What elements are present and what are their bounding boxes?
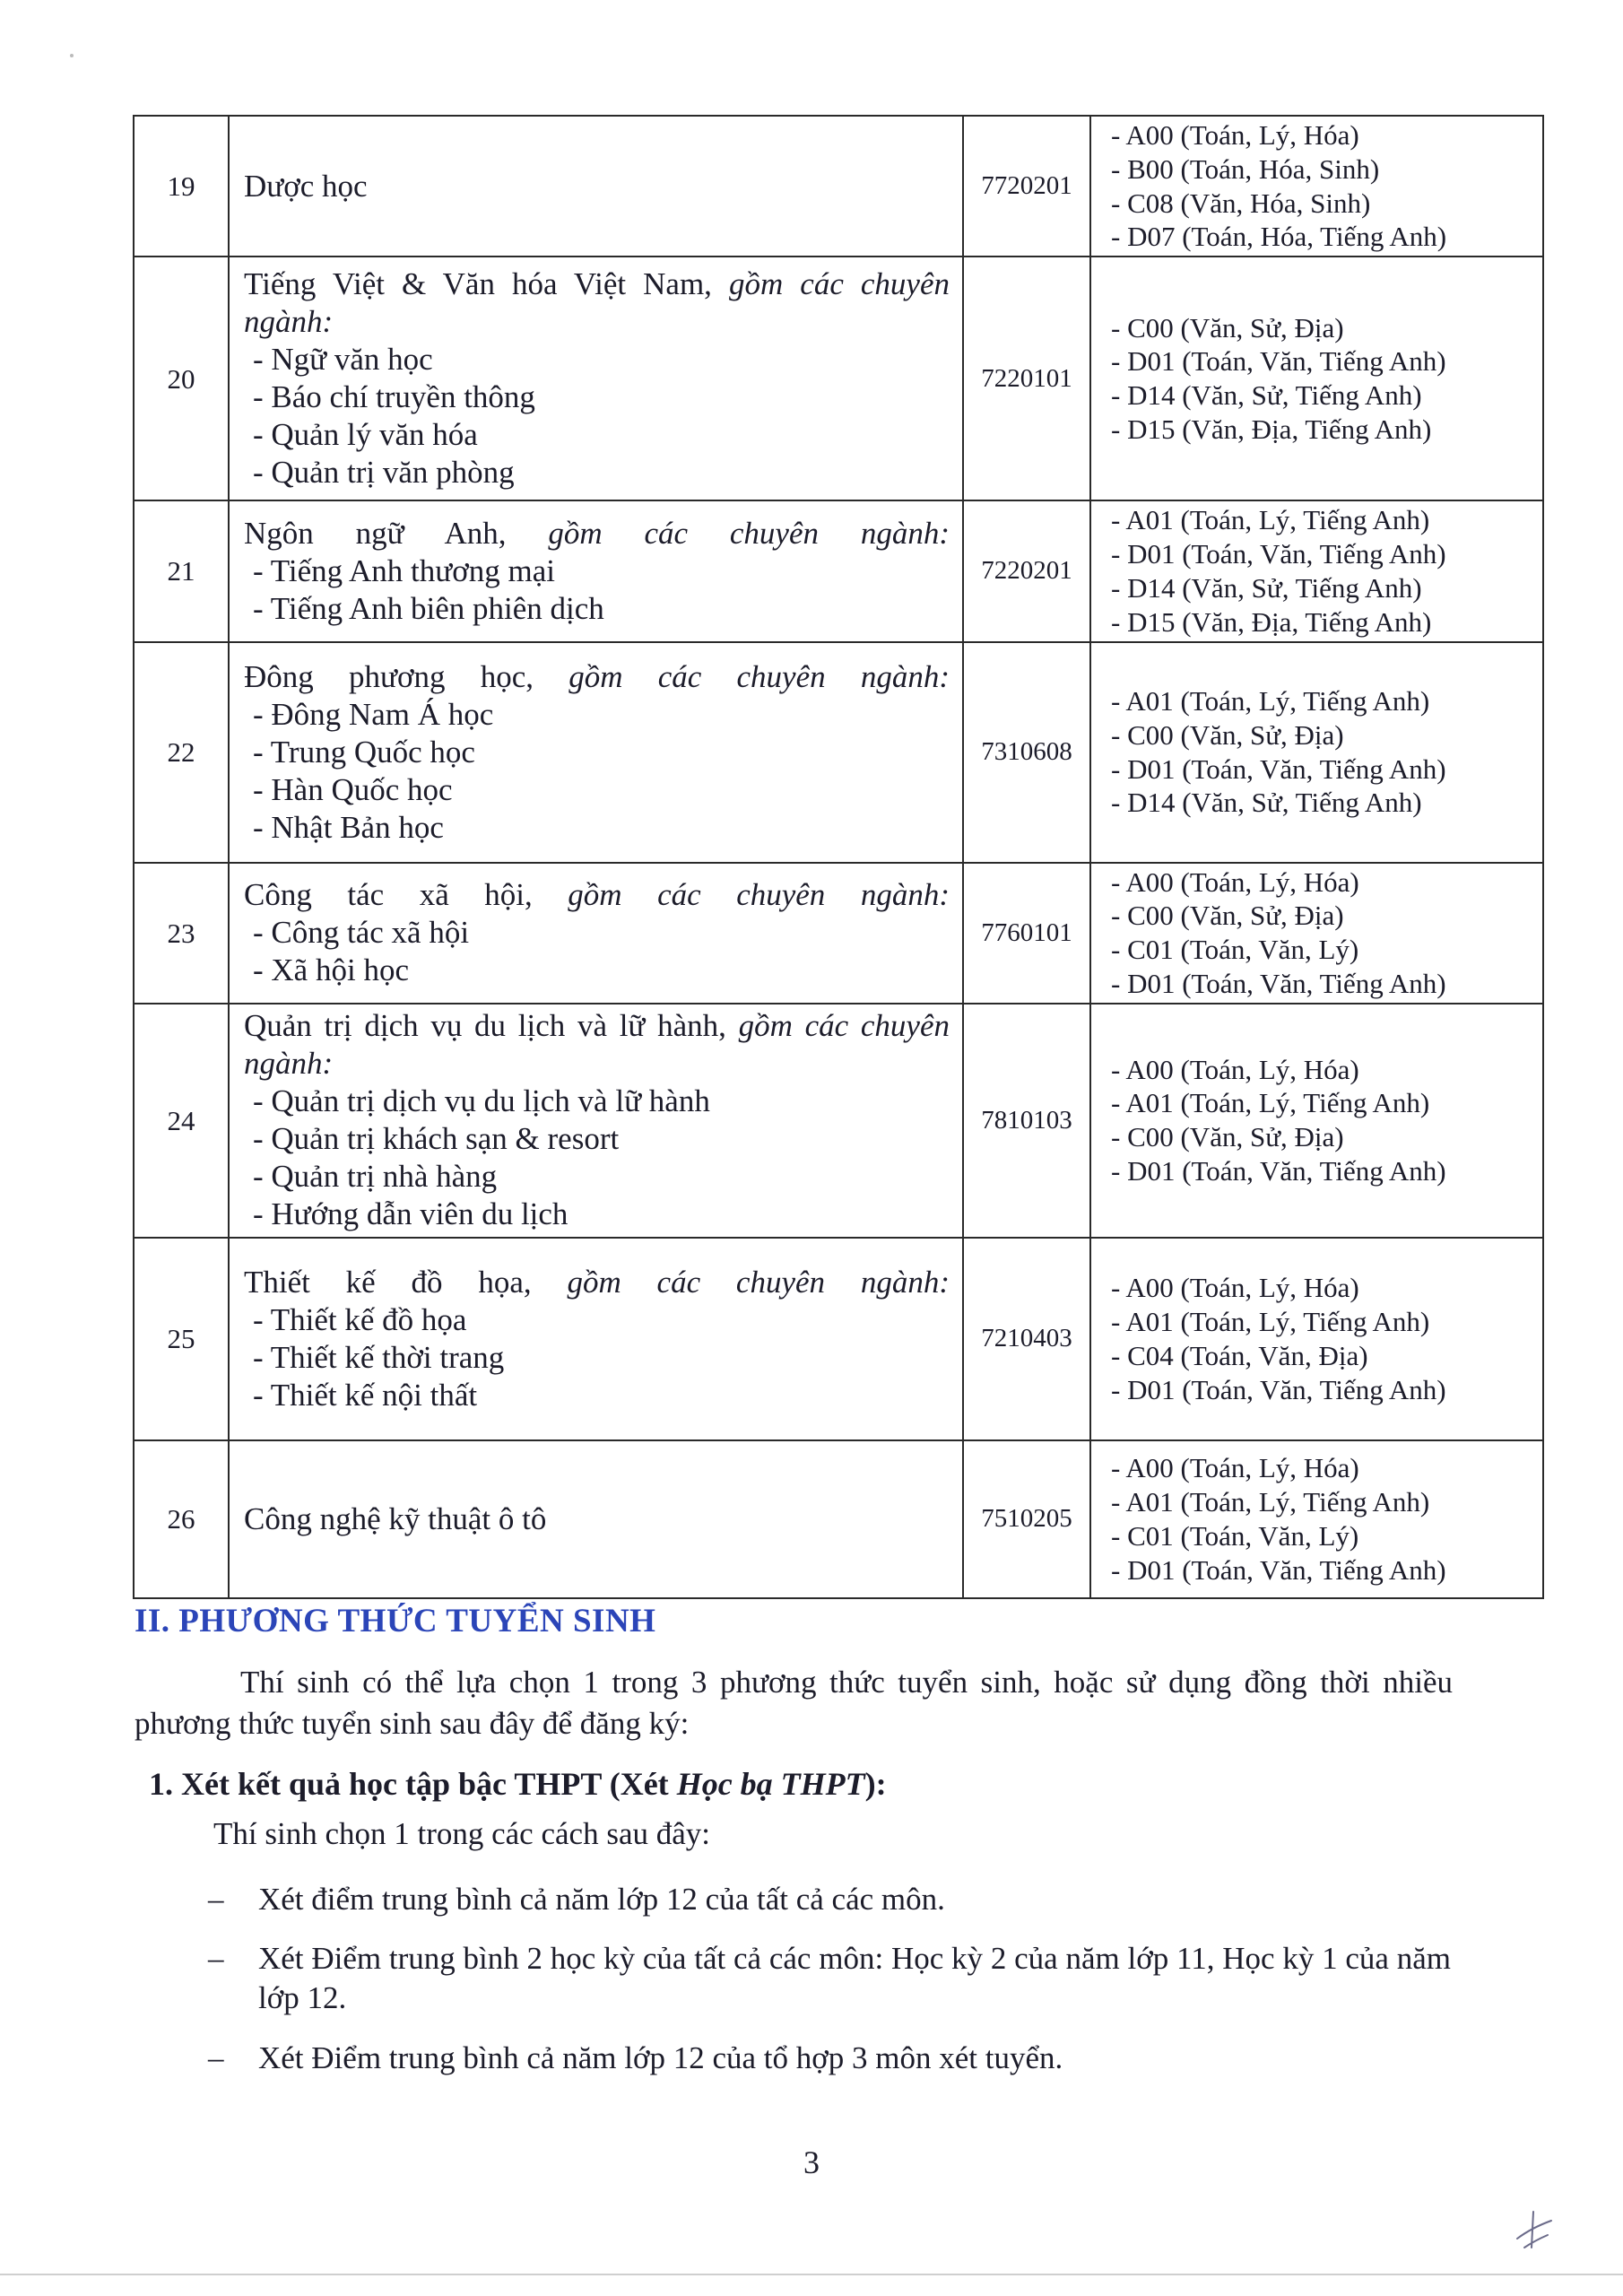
- table-row: [134, 1440, 1543, 1598]
- subject-combination: - D14 (Văn, Sử, Tiếng Anh): [1111, 571, 1422, 604]
- major-name-cell: [229, 1238, 963, 1440]
- bullet-item: [208, 1880, 1451, 1919]
- major-code: 7720201: [963, 116, 1090, 257]
- row-number: 21: [134, 500, 229, 641]
- major-title: [244, 515, 950, 552]
- subject-combination: - A01 (Toán, Lý, Tiếng Anh): [1111, 1087, 1430, 1119]
- subject-combination: - A01 (Toán, Lý, Tiếng Anh): [1111, 684, 1430, 717]
- specialization-item: - Tiếng Anh thương mại: [253, 552, 555, 588]
- major-code: 7210403: [963, 1238, 1090, 1440]
- subject-combination: - A01 (Toán, Lý, Tiếng Anh): [1111, 1485, 1430, 1518]
- admission-table: [133, 115, 1544, 1599]
- bullet-item: [208, 1939, 1451, 2018]
- subject-combinations-cell: [1090, 1440, 1543, 1598]
- major-name-cell: [229, 863, 963, 1004]
- row-number: 19: [134, 116, 229, 257]
- method-1-italic: Học bạ THPT: [676, 1766, 865, 1802]
- table-row: [134, 642, 1543, 863]
- subject-combinations-cell: [1090, 257, 1543, 500]
- subject-combination: - C04 (Toán, Văn, Địa): [1111, 1339, 1368, 1371]
- specialization-item: - Quản lý văn hóa: [253, 417, 478, 453]
- major-title: [244, 168, 950, 205]
- subject-combination: - D07 (Toán, Hóa, Tiếng Anh): [1111, 221, 1447, 253]
- subject-combination: - C01 (Toán, Văn, Lý): [1111, 934, 1359, 966]
- specialization-item: - Báo chí truyền thông: [253, 379, 535, 415]
- specialization-item: - Thiết kế thời trang: [253, 1339, 505, 1375]
- major-title-text: Dược học: [244, 168, 368, 204]
- subject-combination: - A01 (Toán, Lý, Tiếng Anh): [1111, 504, 1430, 536]
- row-number: 26: [134, 1440, 229, 1598]
- major-title-text: Công tác xã hội,: [244, 877, 568, 913]
- subject-combination: - C08 (Văn, Hóa, Sinh): [1111, 187, 1371, 219]
- specialization-item: - Công tác xã hội: [253, 915, 470, 951]
- specialization-item: - Hướng dẫn viên du lịch: [253, 1196, 568, 1232]
- subject-combinations-cell: [1090, 500, 1543, 641]
- major-title-suffix: gồm các chuyên ngành:: [567, 1264, 950, 1300]
- scan-speck: [70, 54, 74, 57]
- subject-combination: - C00 (Văn, Sử, Địa): [1111, 718, 1344, 751]
- major-title-suffix: gồm các chuyên ngành:: [244, 266, 950, 340]
- major-name-cell: [229, 1440, 963, 1598]
- major-code: 7310608: [963, 642, 1090, 863]
- subject-combination: - D01 (Toán, Văn, Tiếng Anh): [1111, 1155, 1446, 1187]
- subject-combination: - D01 (Toán, Văn, Tiếng Anh): [1111, 1373, 1446, 1405]
- page-bottom-edge: [0, 2274, 1623, 2275]
- major-name-cell: [229, 642, 963, 863]
- subject-combination: - D15 (Văn, Địa, Tiếng Anh): [1111, 413, 1432, 446]
- bullet-text: Xét Điểm trung bình cả năm lớp 12 của tổ hợp 3 môn xét tuyển.: [258, 2040, 1063, 2075]
- row-number: 22: [134, 642, 229, 863]
- table-row: [134, 257, 1543, 500]
- table-row: [134, 1004, 1543, 1238]
- major-title-suffix: gồm các chuyên ngành:: [568, 658, 950, 694]
- subject-combination: - D01 (Toán, Văn, Tiếng Anh): [1111, 752, 1446, 785]
- major-title: [244, 658, 950, 696]
- major-code: 7220101: [963, 257, 1090, 500]
- specialization-item: - Xã hội học: [253, 952, 409, 988]
- major-title: [244, 1007, 950, 1083]
- subject-combination: - A00 (Toán, Lý, Hóa): [1111, 1272, 1359, 1304]
- specialization-item: - Quản trị văn phòng: [253, 455, 515, 491]
- row-number: 23: [134, 863, 229, 1004]
- subject-combination: - C00 (Văn, Sử, Địa): [1111, 900, 1344, 932]
- major-title: [244, 1264, 950, 1301]
- specialization-item: - Thiết kế nội thất: [253, 1377, 478, 1413]
- major-code: 7510205: [963, 1440, 1090, 1598]
- subject-combinations-cell: [1090, 863, 1543, 1004]
- major-name-cell: [229, 257, 963, 500]
- major-code: 7760101: [963, 863, 1090, 1004]
- specialization-item: - Quản trị nhà hàng: [253, 1159, 498, 1195]
- subject-combination: - A00 (Toán, Lý, Hóa): [1111, 119, 1359, 151]
- subject-combinations-cell: [1090, 1238, 1543, 1440]
- row-number: 24: [134, 1004, 229, 1238]
- subject-combination: - D01 (Toán, Văn, Tiếng Anh): [1111, 345, 1446, 378]
- subject-combination: - D14 (Văn, Sử, Tiếng Anh): [1111, 379, 1422, 412]
- major-title-text: Quản trị dịch vụ du lịch và lữ hành,: [244, 1008, 739, 1044]
- method-1-prefix: 1. Xét kết quả học tập bậc THPT (Xét: [149, 1766, 677, 1802]
- major-title-suffix: gồm các chuyên ngành:: [568, 877, 950, 913]
- section-title: II. PHƯƠNG THỨC TUYỂN SINH: [135, 1603, 656, 1639]
- row-number: 25: [134, 1238, 229, 1440]
- table-row: [134, 1238, 1543, 1440]
- bullet-dash: –: [208, 2040, 224, 2075]
- subject-combination: - C00 (Văn, Sử, Địa): [1111, 1121, 1344, 1153]
- page-number: 3: [803, 2144, 820, 2180]
- specialization-item: - Quản trị dịch vụ du lịch và lữ hành: [253, 1083, 710, 1119]
- subject-combinations-cell: [1090, 1004, 1543, 1238]
- major-title: [244, 876, 950, 914]
- bullet-item: [208, 2039, 1451, 2078]
- major-name-cell: [229, 1004, 963, 1238]
- major-code: 7810103: [963, 1004, 1090, 1238]
- method-1-heading: [149, 1765, 887, 1803]
- row-number: 20: [134, 257, 229, 500]
- specialization-item: - Thiết kế đồ họa: [253, 1301, 467, 1337]
- major-title-text: Tiếng Việt & Văn hóa Việt Nam,: [244, 266, 729, 302]
- specialization-item: - Hàn Quốc học: [253, 771, 453, 807]
- major-title-suffix: gồm các chuyên ngành:: [244, 1008, 950, 1082]
- major-name-cell: [229, 500, 963, 641]
- handwritten-initial-icon: [1512, 2208, 1557, 2253]
- subject-combination: - C01 (Toán, Văn, Lý): [1111, 1519, 1359, 1552]
- intro-paragraph: Thí sinh có thể lựa chọn 1 trong 3 phương thức tuyển sinh, hoặc sử dụng đồng thời nhiều phương thức tuyển sinh sau đây để đăng ký:: [135, 1665, 1453, 1741]
- subject-combination: - D01 (Toán, Văn, Tiếng Anh): [1111, 967, 1446, 999]
- specialization-item: - Tiếng Anh biên phiên dịch: [253, 590, 604, 626]
- subject-combination: - A00 (Toán, Lý, Hóa): [1111, 865, 1359, 898]
- major-title-text: Công nghệ kỹ thuật ô tô: [244, 1500, 547, 1536]
- bullet-text: Xét điểm trung bình cả năm lớp 12 của tất cả các môn.: [258, 1882, 945, 1917]
- subject-combinations-cell: [1090, 116, 1543, 257]
- major-title: [244, 265, 950, 341]
- subject-combination: - B00 (Toán, Hóa, Sinh): [1111, 152, 1380, 185]
- method-1-suffix: ):: [864, 1766, 887, 1802]
- table-row: [134, 863, 1543, 1004]
- specialization-item: - Trung Quốc học: [253, 734, 475, 770]
- subject-combinations-cell: [1090, 642, 1543, 863]
- subject-combination: - D14 (Văn, Sử, Tiếng Anh): [1111, 787, 1422, 819]
- admission-table-body: [134, 116, 1543, 1598]
- subject-combination: - D15 (Văn, Địa, Tiếng Anh): [1111, 605, 1432, 638]
- method-1-lead: Thí sinh chọn 1 trong các cách sau đây:: [213, 1816, 710, 1851]
- specialization-item: - Đông Nam Á học: [253, 696, 494, 732]
- bullet-text: Xét Điểm trung bình 2 học kỳ của tất cả các môn: Học kỳ 2 của năm lớp 11, Học kỳ 1 của năm lớp 12.: [258, 1941, 1451, 2015]
- specialization-item: - Nhật Bản học: [253, 809, 444, 845]
- subject-combination: - C00 (Văn, Sử, Địa): [1111, 311, 1344, 344]
- subject-combination: - A00 (Toán, Lý, Hóa): [1111, 1452, 1359, 1484]
- major-title: [244, 1500, 950, 1538]
- major-title-text: Đông phương học,: [244, 658, 569, 694]
- major-title-suffix: gồm các chuyên ngành:: [548, 515, 950, 551]
- bullet-dash: –: [208, 1882, 224, 1917]
- subject-combination: - A00 (Toán, Lý, Hóa): [1111, 1053, 1359, 1085]
- specialization-item: - Ngữ văn học: [253, 342, 433, 378]
- subject-combination: - D01 (Toán, Văn, Tiếng Anh): [1111, 538, 1446, 570]
- major-title-text: Ngôn ngữ Anh,: [244, 515, 549, 551]
- major-name-cell: [229, 116, 963, 257]
- bullet-dash: –: [208, 1941, 224, 1976]
- subject-combination: - A01 (Toán, Lý, Tiếng Anh): [1111, 1305, 1430, 1337]
- subject-combination: - D01 (Toán, Văn, Tiếng Anh): [1111, 1553, 1446, 1586]
- table-row: [134, 116, 1543, 257]
- specialization-item: - Quản trị khách sạn & resort: [253, 1121, 620, 1157]
- table-row: [134, 500, 1543, 641]
- major-code: 7220201: [963, 500, 1090, 641]
- major-title-text: Thiết kế đồ họa,: [244, 1264, 568, 1300]
